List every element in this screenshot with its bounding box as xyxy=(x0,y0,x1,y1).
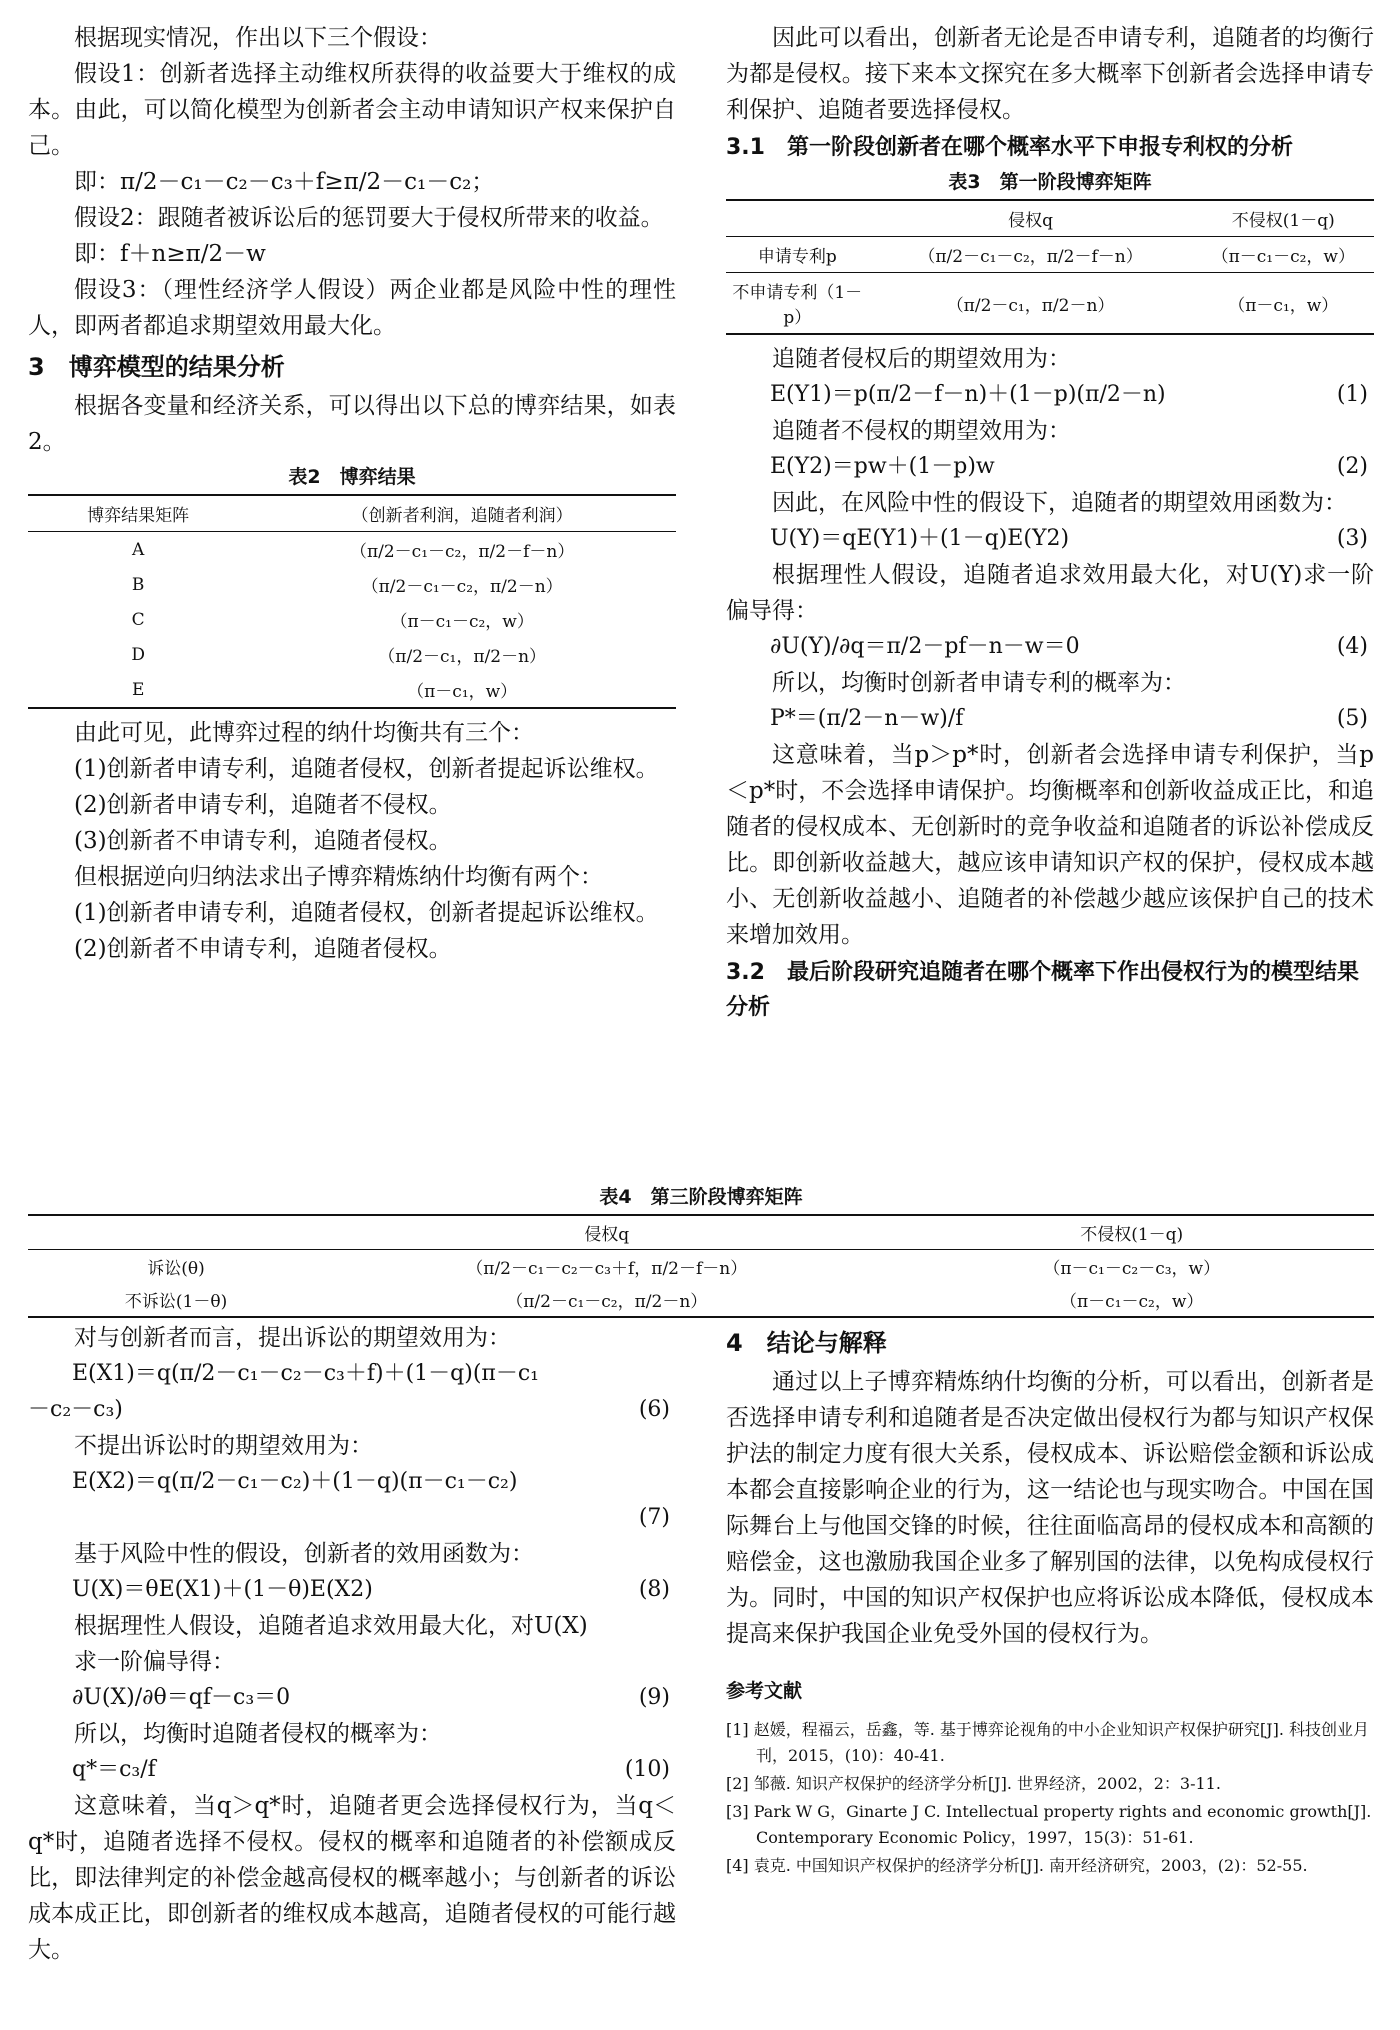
table-header-cell: 侵权q xyxy=(1008,211,1053,231)
equation-number: (1) xyxy=(1336,382,1368,407)
table-header-cell: （创新者利润，追随者利润） xyxy=(351,506,573,526)
equation-body: U(X)＝θE(X1)＋(1－θ)E(X2) xyxy=(72,1577,373,1602)
paragraph: 求一阶偏导得： xyxy=(74,1649,235,1675)
subsection-heading: 3.2 最后阶段研究追随者在哪个概率下作出侵权行为的模型结果分析 xyxy=(726,960,1359,1020)
paragraph: 追随者侵权后的期望效用为： xyxy=(772,346,1071,372)
equation-body: q*＝c₃/f xyxy=(72,1757,156,1782)
table-row xyxy=(28,637,676,672)
equation-number: (10) xyxy=(624,1757,670,1782)
equation-number: (3) xyxy=(1336,526,1368,551)
table-caption: 表3 第一阶段博弈矩阵 xyxy=(948,171,1152,193)
equation-body: E(X2)＝q(π/2－c₁－c₂)＋(1－q)(π－c₁－c₂) xyxy=(72,1469,518,1494)
table-header-cell: 不侵权(1－q) xyxy=(1231,211,1335,231)
equation-body: E(Y2)＝pw＋(1－p)w xyxy=(770,454,995,479)
table-row xyxy=(726,237,1374,273)
stage-one-matrix-table xyxy=(726,199,1374,335)
references-title: 参考文献 xyxy=(726,1680,803,1702)
table-header-cell: 侵权q xyxy=(584,1225,630,1245)
inline-formula: 即：f＋n≥π/2－w xyxy=(74,241,266,267)
equation-number: (6) xyxy=(638,1397,670,1422)
equation-continued xyxy=(28,1392,676,1428)
reference-item: [1] 赵媛，程福云，岳鑫，等. 基于博弈论视角的中小企业知识产权保护研究[J]. 科技创业月刊，2015，(10)：40-41. xyxy=(726,1720,1369,1765)
table-cell: （π/2－c₁－c₂－c₃＋f，π/2－f－n） xyxy=(466,1259,748,1279)
left-column-top xyxy=(28,20,676,967)
table-row-label: 诉讼(θ) xyxy=(147,1259,205,1279)
paragraph: 基于风险中性的假设，创新者的效用函数为： xyxy=(74,1541,534,1567)
equation-body: ∂U(X)/∂θ＝qf－c₃＝0 xyxy=(72,1685,291,1710)
list-item: (2)创新者不申请专利，追随者侵权。 xyxy=(74,936,452,962)
table-cell: （π/2－c₁－c₂，π/2－n） xyxy=(361,577,563,597)
inline-formula: 即：π/2－c₁－c₂－c₃＋f≥π/2－c₁－c₂； xyxy=(74,169,495,195)
equation-number: (7) xyxy=(638,1505,670,1530)
paragraph: 这意味着，当p＞p*时，创新者会选择申请专利保护，当p＜p*时，不会选择申请保护。均衡概率和创新收益成正比，和追随者的侵权成本、无创新时的竞争收益和追随者的诉讼补偿成反比。即创新收益越大，越应该申请知识产权的保护，侵权成本越小、无创新收益越小、追随者的补偿越少越应该保护自己的技术来增加效用。 xyxy=(726,742,1374,948)
table-row xyxy=(28,532,676,568)
section-heading: 4 结论与解释 xyxy=(726,1329,887,1357)
references-list xyxy=(726,1717,1374,1879)
subsection-heading: 3.1 第一阶段创新者在哪个概率水平下申报专利权的分析 xyxy=(726,135,1293,160)
paragraph: 所以，均衡时创新者申请专利的概率为： xyxy=(772,670,1186,696)
table-cell: （π/2－c₁－c₂，π/2－f－n） xyxy=(349,542,575,562)
table-caption: 表2 博弈结果 xyxy=(288,466,416,488)
paragraph: 根据现实情况，作出以下三个假设： xyxy=(74,25,442,51)
paragraph: 假设3：（理性经济学人假设）两企业都是风险中性的理性人，即两者都追求期望效用最大化。 xyxy=(28,277,676,339)
table-cell: （π－c₁－c₂，w） xyxy=(390,612,534,632)
table-4-block xyxy=(28,1180,1374,1318)
paragraph: 这意味着，当q＞q*时，追随者更会选择侵权行为，当q＜q*时，追随者选择不侵权。侵权的概率和追随者的补偿额成反比，即法律判定的补偿金越高侵权的概率越小；与创新者的诉讼成本成正比，即创新者的维权成本越高，追随者侵权的可能行越大。 xyxy=(28,1793,676,1963)
table-caption: 表4 第三阶段博弈矩阵 xyxy=(599,1186,803,1208)
table-row xyxy=(28,1283,1374,1317)
table-row xyxy=(28,602,676,637)
right-column-bottom xyxy=(726,1320,1374,1881)
equation xyxy=(28,1680,676,1716)
equation-number: (5) xyxy=(1336,706,1368,731)
reference-item: [4] 袁克. 中国知识产权保护的经济学分析[J]. 南开经济研究，2003，(2)：52-55. xyxy=(726,1856,1308,1875)
paragraph: 根据理性人假设，追随者追求效用最大化，对U(X) xyxy=(74,1613,588,1639)
results-table xyxy=(28,494,676,709)
table-row xyxy=(28,1250,1374,1284)
paragraph: 对与创新者而言，提出诉讼的期望效用为： xyxy=(74,1325,511,1351)
paragraph: 因此，在风险中性的假设下，追随者的期望效用函数为： xyxy=(772,490,1347,516)
list-item: (1)创新者申请专利，追随者侵权，创新者提起诉讼维权。 xyxy=(74,756,659,782)
table-row-label: 不诉讼(1－θ) xyxy=(124,1292,228,1312)
equation-number: (4) xyxy=(1336,634,1368,659)
equation xyxy=(726,521,1374,557)
equation xyxy=(726,449,1374,485)
equation-body: E(X1)＝q(π/2－c₁－c₂－c₃＋f)＋(1－q)(π－c₁ xyxy=(72,1361,539,1386)
table-cell: （π－c₁－c₂，w） xyxy=(1211,247,1355,267)
table-cell: （π－c₁，w） xyxy=(407,682,518,702)
equation xyxy=(726,701,1374,737)
equation xyxy=(726,629,1374,665)
paragraph: 不提出诉讼时的期望效用为： xyxy=(74,1433,373,1459)
table-cell: （π－c₁，w） xyxy=(1228,295,1339,316)
equation xyxy=(28,1464,676,1500)
equation-body: P*＝(π/2－n－w)/f xyxy=(770,706,964,731)
reference-item: [2] 邹薇. 知识产权保护的经济学分析[J]. 世界经济，2002，2：3-11. xyxy=(726,1774,1221,1793)
table-cell: D xyxy=(131,644,145,665)
table-cell: C xyxy=(131,609,145,630)
equation-body: ∂U(Y)/∂q＝π/2－pf－n－w＝0 xyxy=(770,634,1080,659)
equation-body: －c₂－c₃) xyxy=(28,1397,123,1422)
right-column-top xyxy=(726,20,1374,1027)
table-header-cell xyxy=(28,1215,324,1250)
equation-body: U(Y)＝qE(Y1)＋(1－q)E(Y2) xyxy=(770,526,1070,551)
table-cell: A xyxy=(132,539,145,560)
paragraph: 假设2：跟随者被诉讼后的惩罚要大于侵权所带来的收益。 xyxy=(74,205,664,231)
table-cell: （π/2－c₁，π/2－n） xyxy=(378,647,547,667)
table-row-label: 不申请专利（1－p） xyxy=(732,283,863,328)
table-cell: （π/2－c₁－c₂，π/2－f－n） xyxy=(918,247,1143,267)
table-cell: （π－c₁－c₂，w） xyxy=(1060,1292,1204,1312)
table-cell: E xyxy=(131,679,145,700)
table-header-row xyxy=(28,1215,1374,1250)
equation xyxy=(726,377,1374,413)
equation xyxy=(28,1356,676,1392)
table-row xyxy=(726,273,1374,335)
list-item: (2)创新者申请专利，追随者不侵权。 xyxy=(74,792,452,818)
table-header-cell xyxy=(726,200,869,237)
table-header-cell: 不侵权(1－q) xyxy=(1080,1225,1184,1245)
table-row xyxy=(28,567,676,602)
table-cell: （π－c₁－c₂－c₃，w） xyxy=(1043,1259,1221,1279)
table-row xyxy=(28,672,676,708)
paragraph: 通过以上子博弈精炼纳什均衡的分析，可以看出，创新者是否选择申请专利和追随者是否决定做出侵权行为都与知识产权保护法的制定力度有很大关系，侵权成本、诉讼赔偿金额和诉讼成本都会直接影响企业的行为，这一结论也与现实吻合。中国在国际舞台上与他国交锋的时候，往往面临高昂的侵权成本和高额的赔偿金，这也激励我国企业多了解别国的法律，以免构成侵权行为。同时，中国的知识产权保护也应将诉讼成本降低，侵权成本提高来保护我国企业免受外国的侵权行为。 xyxy=(726,1369,1374,1647)
stage-three-matrix-table xyxy=(28,1214,1374,1318)
list-item: (3)创新者不申请专利，追随者侵权。 xyxy=(74,828,452,854)
paragraph: 由此可见，此博弈过程的纳什均衡共有三个： xyxy=(74,720,534,746)
section-heading: 3 博弈模型的结果分析 xyxy=(28,353,285,381)
list-item: (1)创新者申请专利，追随者侵权，创新者提起诉讼维权。 xyxy=(74,900,659,926)
paragraph: 但根据逆向归纳法求出子博弈精炼纳什均衡有两个： xyxy=(74,864,603,890)
paragraph: 根据各变量和经济关系，可以得出以下总的博弈结果，如表2。 xyxy=(28,393,676,455)
left-column-bottom xyxy=(28,1320,676,1968)
equation xyxy=(28,1752,676,1788)
table-header-row xyxy=(726,200,1374,237)
table-cell: （π/2－c₁，π/2－n） xyxy=(946,295,1115,316)
table-cell: B xyxy=(131,574,145,595)
paragraph: 假设1：创新者选择主动维权所获得的收益要大于维权的成本。由此，可以简化模型为创新者会主动申请知识产权来保护自己。 xyxy=(28,61,676,159)
reference-item: [3] Park W G，Ginarte J C. Intellectual property rights and economic growth[J]. Contemporary Economic Policy，1997，15(3)：51-61. xyxy=(726,1802,1372,1847)
table-cell: （π/2－c₁－c₂，π/2－n） xyxy=(506,1292,708,1312)
paragraph: 追随者不侵权的期望效用为： xyxy=(772,418,1071,444)
paragraph: 因此可以看出，创新者无论是否申请专利，追随者的均衡行为都是侵权。接下来本文探究在多大概率下创新者会选择申请专利保护、追随者要选择侵权。 xyxy=(726,25,1374,123)
table-header-cell: 博弈结果矩阵 xyxy=(87,506,190,526)
equation-continued xyxy=(28,1500,676,1536)
equation xyxy=(28,1572,676,1608)
equation-number: (2) xyxy=(1336,454,1368,479)
table-row-label: 申请专利p xyxy=(757,247,837,267)
paragraph: 所以，均衡时追随者侵权的概率为： xyxy=(74,1721,442,1747)
equation-number: (9) xyxy=(638,1685,670,1710)
equation-number: (8) xyxy=(638,1577,670,1602)
table-header-row xyxy=(28,495,676,532)
paragraph: 根据理性人假设，追随者追求效用最大化，对U(Y)求一阶偏导得： xyxy=(726,562,1374,624)
equation-body: E(Y1)＝p(π/2－f－n)＋(1－p)(π/2－n) xyxy=(770,382,1166,407)
